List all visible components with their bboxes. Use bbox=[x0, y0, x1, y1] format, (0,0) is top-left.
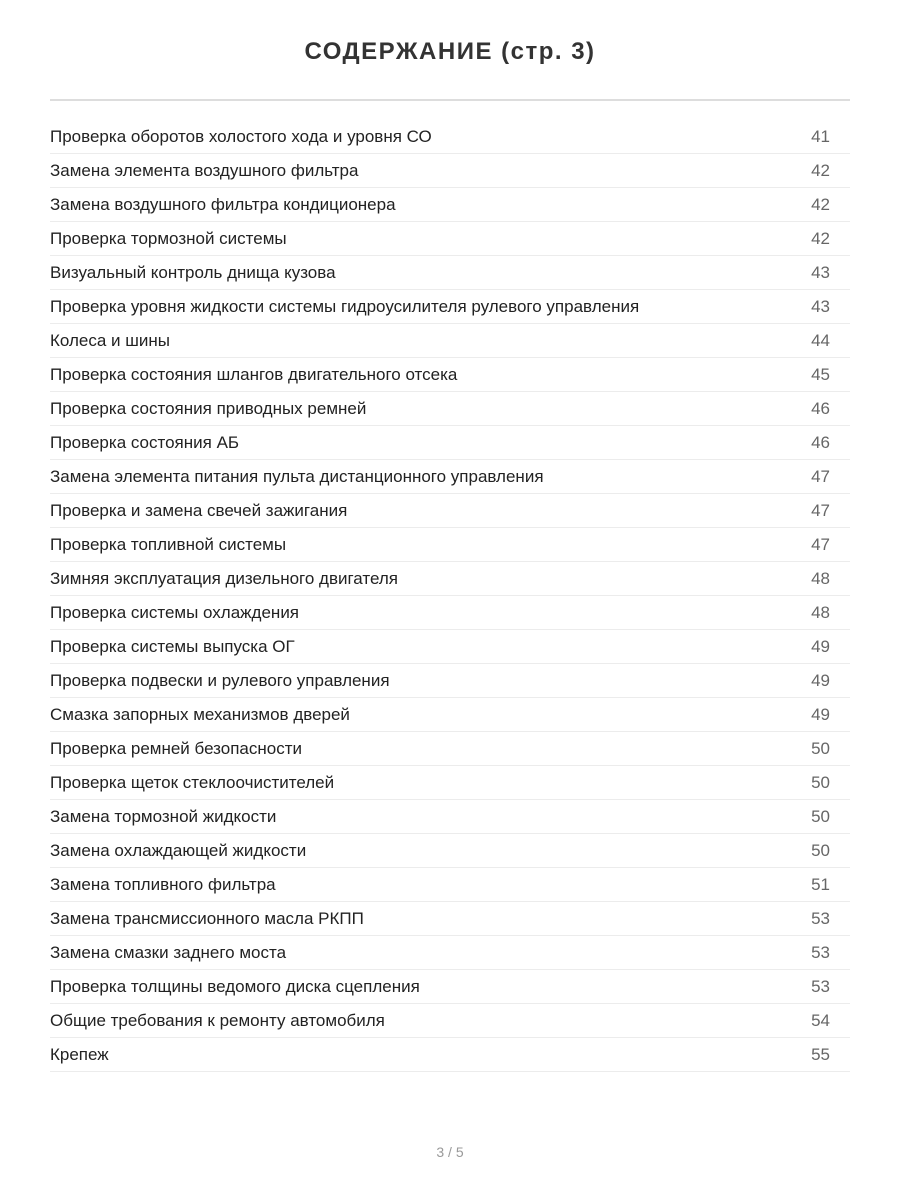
toc-entry-title: Общие требования к ремонту автомобиля bbox=[50, 1011, 385, 1030]
toc-entry[interactable] bbox=[50, 596, 850, 630]
toc-entry-title: Замена тормозной жидкости bbox=[50, 807, 277, 826]
toc-entry-page-number: 42 bbox=[811, 229, 830, 248]
table-of-contents bbox=[50, 120, 850, 1072]
toc-entry-page-number: 53 bbox=[811, 943, 830, 962]
toc-entry[interactable] bbox=[50, 562, 850, 596]
toc-entry-page-number: 53 bbox=[811, 977, 830, 996]
toc-entry[interactable] bbox=[50, 154, 850, 188]
toc-entry[interactable] bbox=[50, 290, 850, 324]
toc-entry-title: Проверка тормозной системы bbox=[50, 229, 287, 248]
toc-entry[interactable] bbox=[50, 120, 850, 154]
toc-entry[interactable] bbox=[50, 732, 850, 766]
toc-entry-page-number: 47 bbox=[811, 535, 830, 554]
toc-entry-page-number: 49 bbox=[811, 671, 830, 690]
toc-entry-page-number: 50 bbox=[811, 807, 830, 826]
toc-entry[interactable] bbox=[50, 902, 850, 936]
toc-entry-page-number: 53 bbox=[811, 909, 830, 928]
toc-entry-page-number: 49 bbox=[811, 637, 830, 656]
toc-entry-page-number: 46 bbox=[811, 399, 830, 418]
toc-entry-page-number: 47 bbox=[811, 467, 830, 486]
toc-entry-page-number: 50 bbox=[811, 773, 830, 792]
toc-entry-page-number: 50 bbox=[811, 841, 830, 860]
toc-entry[interactable] bbox=[50, 936, 850, 970]
toc-entry-title: Замена трансмиссионного масла РКПП bbox=[50, 909, 364, 928]
toc-entry-title: Замена смазки заднего моста bbox=[50, 943, 287, 962]
toc-entry-title: Проверка ремней безопасности bbox=[50, 739, 302, 758]
toc-entry[interactable] bbox=[50, 1038, 850, 1072]
toc-entry-title: Замена элемента воздушного фильтра bbox=[50, 161, 359, 180]
toc-entry[interactable] bbox=[50, 188, 850, 222]
toc-entry[interactable] bbox=[50, 664, 850, 698]
toc-entry[interactable] bbox=[50, 766, 850, 800]
toc-entry[interactable] bbox=[50, 426, 850, 460]
toc-entry[interactable] bbox=[50, 1004, 850, 1038]
toc-entry-page-number: 48 bbox=[811, 603, 830, 622]
toc-entry-title: Проверка оборотов холостого хода и уровня СО bbox=[50, 127, 432, 146]
toc-entry[interactable] bbox=[50, 834, 850, 868]
toc-entry-page-number: 43 bbox=[811, 297, 830, 316]
toc-entry-title: Проверка и замена свечей зажигания bbox=[50, 501, 348, 520]
toc-entry-title: Замена топливного фильтра bbox=[50, 875, 276, 894]
toc-entry[interactable] bbox=[50, 460, 850, 494]
toc-entry-page-number: 43 bbox=[811, 263, 830, 282]
toc-entry-page-number: 49 bbox=[811, 705, 830, 724]
toc-entry-title: Зимняя эксплуатация дизельного двигателя bbox=[50, 569, 399, 588]
toc-entry-title: Крепеж bbox=[50, 1045, 109, 1064]
toc-entry[interactable] bbox=[50, 630, 850, 664]
toc-entry[interactable] bbox=[50, 528, 850, 562]
toc-entry[interactable] bbox=[50, 800, 850, 834]
toc-entry-title: Проверка состояния АБ bbox=[50, 433, 240, 452]
toc-entry-page-number: 45 bbox=[811, 365, 830, 384]
toc-entry-page-number: 48 bbox=[811, 569, 830, 588]
toc-entry[interactable] bbox=[50, 392, 850, 426]
toc-entry-title: Смазка запорных механизмов дверей bbox=[50, 705, 350, 724]
toc-entry-page-number: 41 bbox=[811, 127, 830, 146]
toc-entry-page-number: 51 bbox=[811, 875, 830, 894]
toc-entry-page-number: 55 bbox=[811, 1045, 830, 1064]
toc-entry-title: Проверка уровня жидкости системы гидроусилителя рулевого управления bbox=[50, 297, 640, 316]
toc-entry-page-number: 54 bbox=[811, 1011, 830, 1030]
toc-entry-title: Проверка щеток стеклоочистителей bbox=[50, 773, 335, 792]
toc-entry-title: Колеса и шины bbox=[50, 331, 170, 350]
toc-entry[interactable] bbox=[50, 698, 850, 732]
toc-entry-title: Замена охлаждающей жидкости bbox=[50, 841, 307, 860]
page-title: СОДЕРЖАНИЕ (стр. 3) bbox=[304, 38, 596, 65]
toc-entry[interactable] bbox=[50, 868, 850, 902]
title-divider bbox=[50, 99, 850, 101]
toc-entry-title: Визуальный контроль днища кузова bbox=[50, 263, 336, 282]
toc-entry-page-number: 42 bbox=[811, 195, 830, 214]
toc-entry-page-number: 42 bbox=[811, 161, 830, 180]
toc-entry-page-number: 46 bbox=[811, 433, 830, 452]
page-pagination: 3 / 5 bbox=[436, 1144, 464, 1160]
toc-entry-title: Проверка подвески и рулевого управления bbox=[50, 671, 390, 690]
toc-entry-title: Проверка состояния приводных ремней bbox=[50, 399, 367, 418]
toc-entry-title: Проверка системы выпуска ОГ bbox=[50, 637, 295, 656]
toc-entry-title: Замена элемента питания пульта дистанционного управления bbox=[50, 467, 544, 486]
toc-entry-title: Проверка системы охлаждения bbox=[50, 603, 300, 622]
toc-entry-page-number: 47 bbox=[811, 501, 830, 520]
toc-entry-title: Проверка толщины ведомого диска сцепления bbox=[50, 977, 420, 996]
toc-entry[interactable] bbox=[50, 324, 850, 358]
toc-entry[interactable] bbox=[50, 222, 850, 256]
toc-entry[interactable] bbox=[50, 970, 850, 1004]
toc-entry[interactable] bbox=[50, 358, 850, 392]
toc-entry[interactable] bbox=[50, 256, 850, 290]
toc-entry-page-number: 50 bbox=[811, 739, 830, 758]
toc-entry-title: Замена воздушного фильтра кондиционера bbox=[50, 195, 396, 214]
toc-entry-title: Проверка топливной системы bbox=[50, 535, 287, 554]
toc-entry[interactable] bbox=[50, 494, 850, 528]
toc-entry-title: Проверка состояния шлангов двигательного отсека bbox=[50, 365, 458, 384]
toc-entry-page-number: 44 bbox=[811, 331, 830, 350]
